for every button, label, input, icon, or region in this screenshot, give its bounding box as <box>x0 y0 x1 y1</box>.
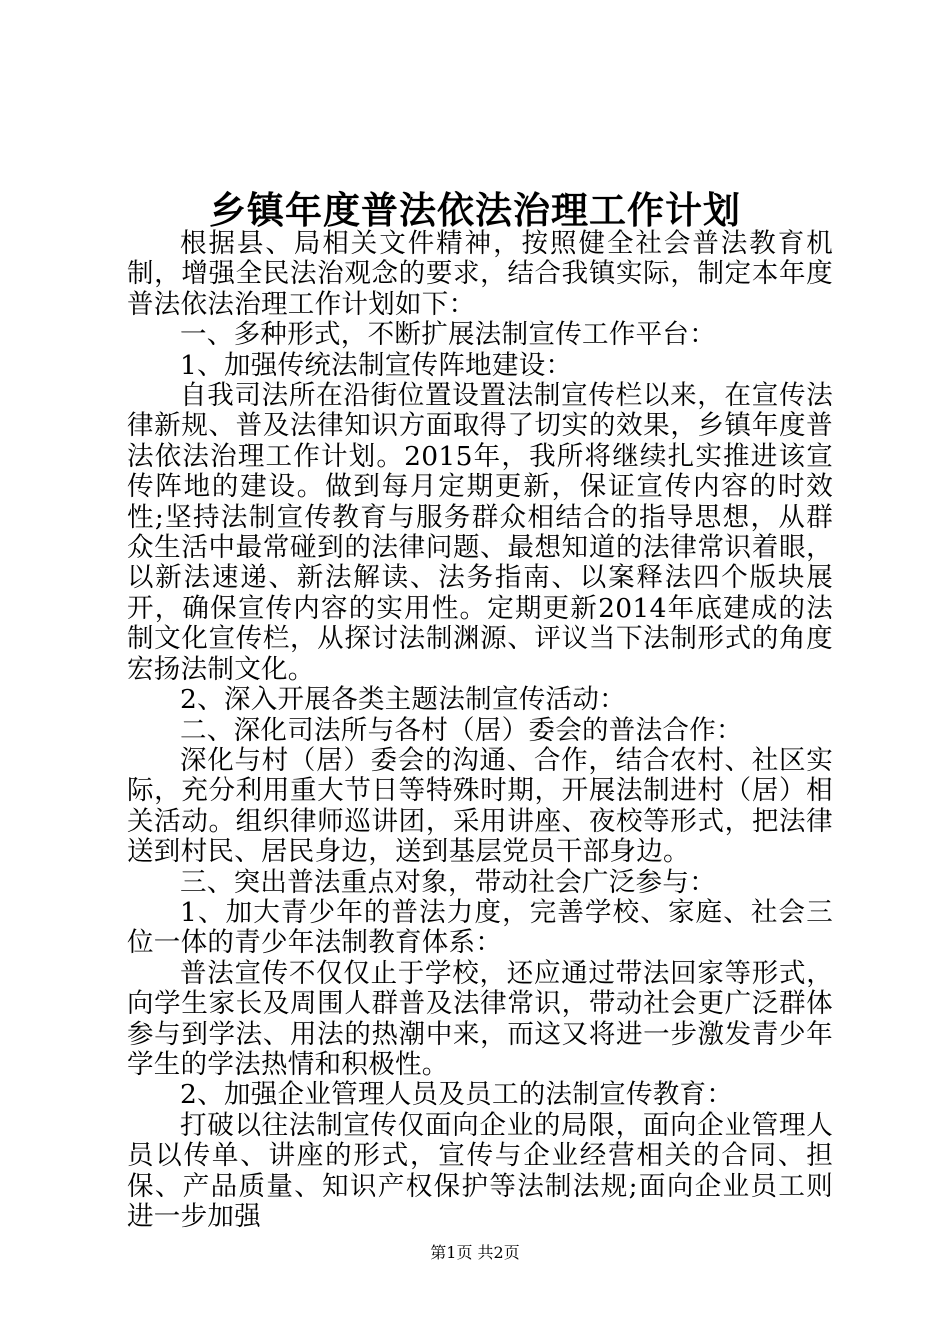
paragraph-3-1: 普法宣传不仅仅止于学校，还应通过带法回家等形式，向学生家长及周围人群普及法律常识，带动社会更广泛群体参与到学法、用法的热潮中来，而这又将进一步激发青少年学生的学法热情和积极性。 <box>127 957 833 1080</box>
paragraph-intro: 根据县、局相关文件精神，按照健全社会普法教育机制，增强全民法治观念的要求，结合我镇实际，制定本年度普法依法治理工作计划如下： <box>127 228 833 320</box>
subheading-1-1: 1、加强传统法制宣传阵地建设： <box>180 349 573 381</box>
page-number-footer: 第1页 共2页 <box>430 1243 520 1262</box>
paragraph-1-1: 自我司法所在沿街位置设置法制宣传栏以来，在宣传法律新规、普及法律知识方面取得了切实的效果，乡镇年度普法依法治理工作计划。2015年，我所将继续扎实推进该宣传阵地的建设。做到每月定期更新，保证宣传内容的时效性;坚持法制宣传教育与服务群众相结合的指导思想，从群众生活中最常碰到的法律问题、最想知道的法律常识着眼，以新法速递、新法解读、法务指南、以案释法四个版块展开，确保宣传内容的实用性。定期更新2014年底建成的法制文化宣传栏，从探讨法制渊源、评议当下法制形式的角度宏扬法制文化。 <box>127 380 833 685</box>
subheading-3-2: 2、加强企业管理人员及员工的法制宣传教育： <box>180 1079 734 1111</box>
heading-section-1: 一、多种形式，不断扩展法制宣传工作平台： <box>180 319 716 351</box>
paragraph-2: 深化与村（居）委会的沟通、合作，结合农村、社区实际，充分利用重大节日等特殊时期，开展法制进村（居）相关活动。组织律师巡讲团，采用讲座、夜校等形式，把法律送到村民、居民身边，送到基层党员干部身边。 <box>127 744 833 868</box>
subheading-1-2: 2、深入开展各类主题法制宣传活动： <box>180 684 626 716</box>
heading-section-2: 二、深化司法所与各村（居）委会的普法合作： <box>180 714 743 746</box>
paragraph-3-2: 打破以往法制宣传仅面向企业的局限，面向企业管理人员以传单、讲座的形式，宣传与企业经营相关的合同、担保、产品质量、知识产权保护等法制法规;面向企业员工则进一步加强 <box>127 1109 833 1232</box>
heading-section-3: 三、突出普法重点对象，带动社会广泛参与： <box>180 866 716 898</box>
document-title: 乡镇年度普法依法治理工作计划 <box>209 188 741 232</box>
subheading-3-1: 1、加大青少年的普法力度，完善学校、家庭、社会三位一体的青少年法制教育体系： <box>127 896 833 959</box>
document-body <box>127 229 833 1232</box>
